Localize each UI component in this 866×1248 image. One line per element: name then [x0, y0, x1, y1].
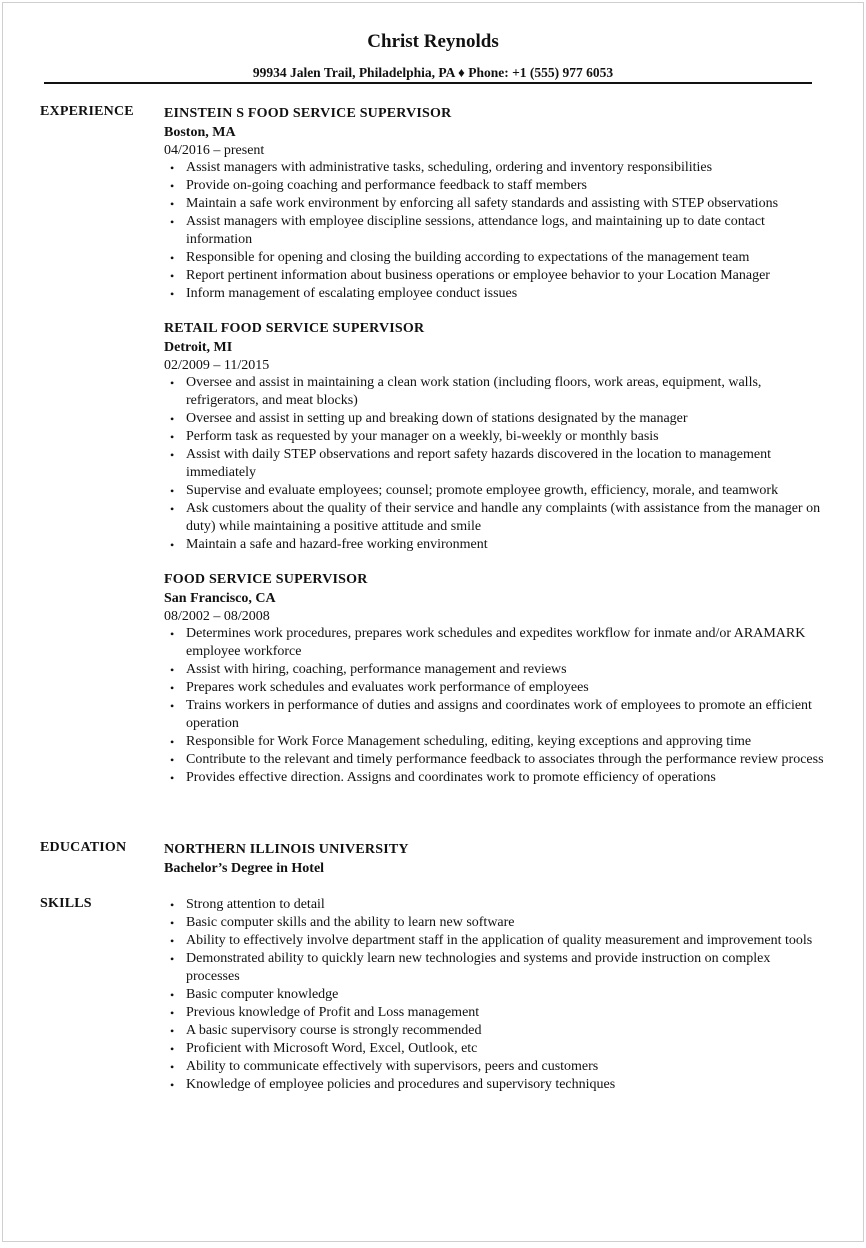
list-item: • Trains workers in performance of duties and assigns and coordinates work of employees to promote an efficient operation — [164, 697, 824, 733]
list-item: • Provides effective direction. Assigns and coordinates work to promote efficiency of operations — [164, 769, 824, 787]
list-item: • Basic computer knowledge — [164, 986, 824, 1004]
list-item: • Ability to communicate effectively with supervisors, peers and customers — [164, 1058, 824, 1076]
job-title: EINSTEIN S FOOD SERVICE SUPERVISOR — [164, 106, 452, 121]
resume-page — [2, 2, 864, 1242]
contact-line: 99934 Jalen Trail, Philadelphia, PA ♦ Phone: +1 (555) 977 6053 — [252, 65, 614, 80]
list-item: • Ability to effectively involve department staff in the application of quality measurement and improvement tools — [164, 932, 824, 950]
list-item: • Report pertinent information about business operations or employee behavior to your Location Manager — [164, 267, 824, 285]
list-item: • Perform task as requested by your manager on a weekly, bi-weekly or monthly basis — [164, 428, 824, 446]
skills-content — [164, 896, 824, 1094]
list-item: • Proficient with Microsoft Word, Excel, Outlook, etc — [164, 1040, 824, 1058]
list-item: • Assist with hiring, coaching, performance management and reviews — [164, 661, 824, 679]
list-item: • Prepares work schedules and evaluates work performance of employees — [164, 679, 824, 697]
list-item: • Responsible for Work Force Management scheduling, editing, keying exceptions and approving time — [164, 733, 824, 751]
list-item: • Demonstrated ability to quickly learn new technologies and systems and provide instruction on complex processes — [164, 950, 824, 986]
list-item: • Responsible for opening and closing the building according to expectations of the management team — [164, 249, 824, 267]
job-dates: 08/2002 – 08/2008 — [164, 609, 270, 624]
education-heading: EDUCATION — [40, 840, 127, 855]
list-item: • Inform management of escalating employee conduct issues — [164, 285, 824, 303]
job-location: Boston, MA — [164, 125, 236, 140]
experience-heading: EXPERIENCE — [40, 104, 134, 119]
list-item: • Determines work procedures, prepares work schedules and expedites workflow for inmate and/or ARAMARK employee workforce — [164, 625, 824, 661]
header-divider — [44, 82, 812, 84]
list-item: • Oversee and assist in setting up and breaking down of stations designated by the manager — [164, 410, 824, 428]
candidate-name: Christ Reynolds — [367, 31, 499, 52]
job-entry — [164, 319, 824, 554]
job-title: RETAIL FOOD SERVICE SUPERVISOR — [164, 321, 425, 336]
job-bullets — [164, 159, 824, 303]
job-dates: 04/2016 – present — [164, 143, 265, 158]
list-item: • A basic supervisory course is strongly recommended — [164, 1022, 824, 1040]
list-item: • Strong attention to detail — [164, 896, 824, 914]
list-item: • Basic computer skills and the ability to learn new software — [164, 914, 824, 932]
job-bullets — [164, 625, 824, 787]
list-item: • Maintain a safe and hazard-free working environment — [164, 536, 824, 554]
skills-heading: SKILLS — [40, 896, 92, 911]
list-item: • Assist with daily STEP observations and report safety hazards discovered in the location to management immediately — [164, 446, 824, 482]
job-dates: 02/2009 – 11/2015 — [164, 358, 270, 373]
job-title: FOOD SERVICE SUPERVISOR — [164, 572, 368, 587]
job-entry — [164, 104, 824, 303]
list-item: • Knowledge of employee policies and procedures and supervisory techniques — [164, 1076, 824, 1094]
list-item: • Supervise and evaluate employees; counsel; promote employee growth, efficiency, morale, and teamwork — [164, 482, 824, 500]
list-item: • Ask customers about the quality of their service and handle any complaints (with assistance from the manager on duty) while maintaining a positive attitude and smile — [164, 500, 824, 536]
school-name: NORTHERN ILLINOIS UNIVERSITY — [164, 842, 409, 857]
list-item: • Assist managers with employee discipline sessions, attendance logs, and maintaining up to date contact information — [164, 213, 824, 249]
list-item: • Oversee and assist in maintaining a clean work station (including floors, work areas, equipment, walls, refrigerators, and meat blocks) — [164, 374, 824, 410]
list-item: • Maintain a safe work environment by enforcing all safety standards and assisting with STEP observations — [164, 195, 824, 213]
job-location: San Francisco, CA — [164, 591, 276, 606]
education-content — [164, 840, 824, 878]
job-entry — [164, 570, 824, 787]
list-item: • Assist managers with administrative tasks, scheduling, ordering and inventory responsibilities — [164, 159, 824, 177]
list-item: • Previous knowledge of Profit and Loss management — [164, 1004, 824, 1022]
experience-content — [164, 104, 824, 803]
list-item: • Provide on-going coaching and performance feedback to staff members — [164, 177, 824, 195]
job-location: Detroit, MI — [164, 340, 233, 355]
list-item: • Contribute to the relevant and timely performance feedback to associates through the performance review process — [164, 751, 824, 769]
degree: Bachelor’s Degree in Hotel — [164, 861, 325, 876]
skills-list — [164, 896, 824, 1094]
job-bullets — [164, 374, 824, 554]
